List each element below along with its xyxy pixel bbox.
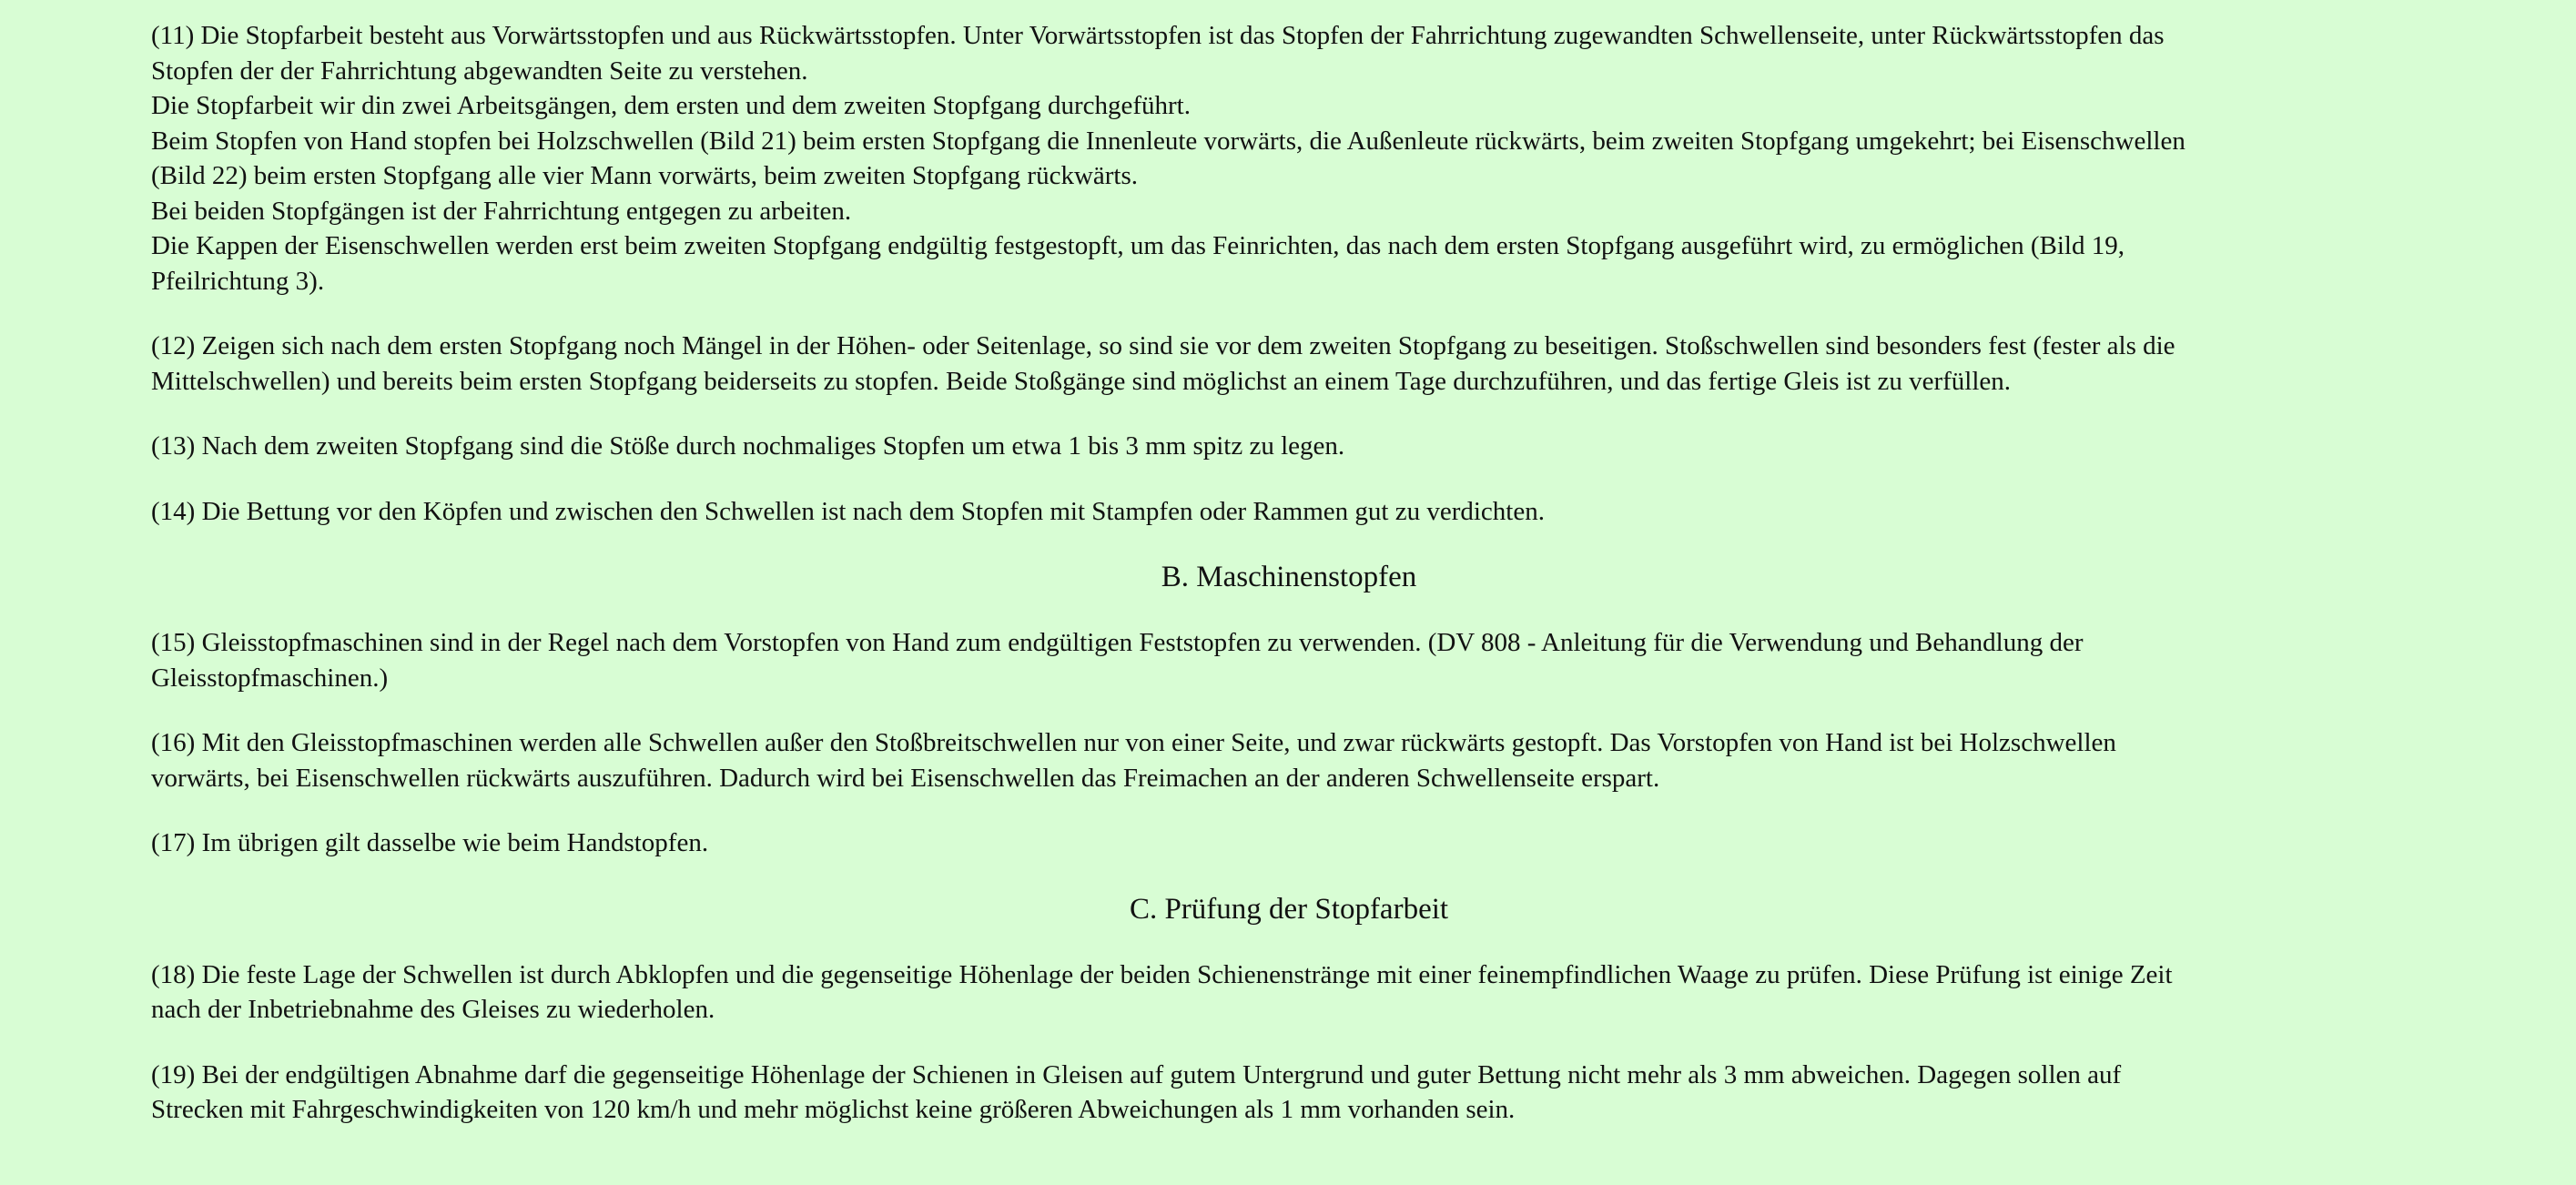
paragraph-13 [151,429,2427,464]
document-page [151,0,2427,1128]
paragraph-line: Die Kappen der Eisenschwellen werden erst beim zweiten Stopfgang endgültig festgestopft, um das Feinrichten, das nach dem ersten Stopfgang ausgeführt wird, zu ermöglichen (Bild 19, [151,231,2125,260]
paragraph-line: (18) Die feste Lage der Schwellen ist durch Abklopfen und die gegenseitige Höhenlage der beiden Schienenstränge mit einer feinempfindlichen Waage zu prüfen. Diese Prüfung ist einige Zeit [151,959,2173,989]
paragraph-line: (17) Im übrigen gilt dasselbe wie beim Handstopfen. [151,828,709,857]
paragraph-line: Beim Stopfen von Hand stopfen bei Holzschwellen (Bild 21) beim ersten Stopfgang die Innenleute vorwärts, die Außenleute rückwärts, beim zweiten Stopfgang umgekehrt; bei Eisenschwellen [151,126,2186,156]
paragraph-17 [151,825,2427,861]
paragraph-line: (14) Die Bettung vor den Köpfen und zwischen den Schwellen ist nach dem Stopfen mit Stampfen oder Rammen gut zu verdichten. [151,496,1545,526]
section-heading-b: B. Maschinenstopfen [1161,561,1417,593]
paragraph-line: (11) Die Stopfarbeit besteht aus Vorwärtsstopfen und aus Rückwärtsstopfen. Unter Vorwärtsstopfen ist das Stopfen der Fahrrichtung zugewandten Schwellenseite, unter Rückwärtsstopfen das [151,21,2165,50]
paragraph-line: vorwärts, bei Eisenschwellen rückwärts auszuführen. Dadurch wird bei Eisenschwellen das Freimachen an der anderen Schwellenseite erspart. [151,763,1660,793]
paragraph-19 [151,1058,2427,1128]
paragraph-line: (Bild 22) beim ersten Stopfgang alle vier Mann vorwärts, beim zweiten Stopfgang rückwärts. [151,161,1139,190]
paragraph-line: (19) Bei der endgültigen Abnahme darf die gegenseitige Höhenlage der Schienen in Gleisen auf gutem Untergrund und guter Bettung nicht mehr als 3 mm abweichen. Dagegen sollen auf [151,1059,2122,1089]
paragraph-14 [151,494,2427,530]
paragraph-line: Die Stopfarbeit wir din zwei Arbeitsgängen, dem ersten und dem zweiten Stopfgang durchgeführt. [151,91,1191,120]
paragraph-18 [151,957,2427,1028]
paragraph-line: (12) Zeigen sich nach dem ersten Stopfgang noch Mängel in der Höhen- oder Seitenlage, so sind sie vor dem zweiten Stopfgang zu beseitigen. Stoßschwellen sind besonders fest (fester als die [151,331,2175,360]
paragraph-line: Strecken mit Fahrgeschwindigkeiten von 120 km/h und mehr möglichst keine größeren Abweichungen als 1 mm vorhanden sein. [151,1095,1516,1124]
paragraph-12 [151,329,2427,399]
paragraph-line: Gleisstopfmaschinen.) [151,663,389,693]
paragraph-line: (15) Gleisstopfmaschinen sind in der Regel nach dem Vorstopfen von Hand zum endgültigen Feststopfen zu verwenden. (DV 808 - Anleitung für die Verwendung und Behandlung der [151,628,2084,657]
paragraph-line: nach der Inbetriebnahme des Gleises zu wiederholen. [151,995,715,1024]
paragraph-16 [151,725,2427,795]
paragraph-line: Stopfen der der Fahrrichtung abgewandten Seite zu verstehen. [151,56,808,86]
paragraph-line: (16) Mit den Gleisstopfmaschinen werden alle Schwellen außer den Stoßbreitschwellen nur von einer Seite, und zwar rückwärts gestopft. Das Vorstopfen von Hand ist bei Holzschwellen [151,728,2116,757]
section-heading-c: C. Prüfung der Stopfarbeit [1129,892,1449,926]
paragraph-line: Bei beiden Stopfgängen ist der Fahrrichtung entgegen zu arbeiten. [151,196,852,226]
paragraph-15 [151,625,2427,695]
paragraph-line: (13) Nach dem zweiten Stopfgang sind die Stöße durch nochmaliges Stopfen um etwa 1 bis 3 mm spitz zu legen. [151,431,1345,461]
paragraph-11 [151,18,2427,299]
paragraph-line: Mittelschwellen) und bereits beim ersten Stopfgang beiderseits zu stopfen. Beide Stoßgänge sind möglichst an einem Tage durchzuführen, und das fertige Gleis ist zu verfüllen. [151,366,2012,396]
paragraph-line: Pfeilrichtung 3). [151,266,325,296]
